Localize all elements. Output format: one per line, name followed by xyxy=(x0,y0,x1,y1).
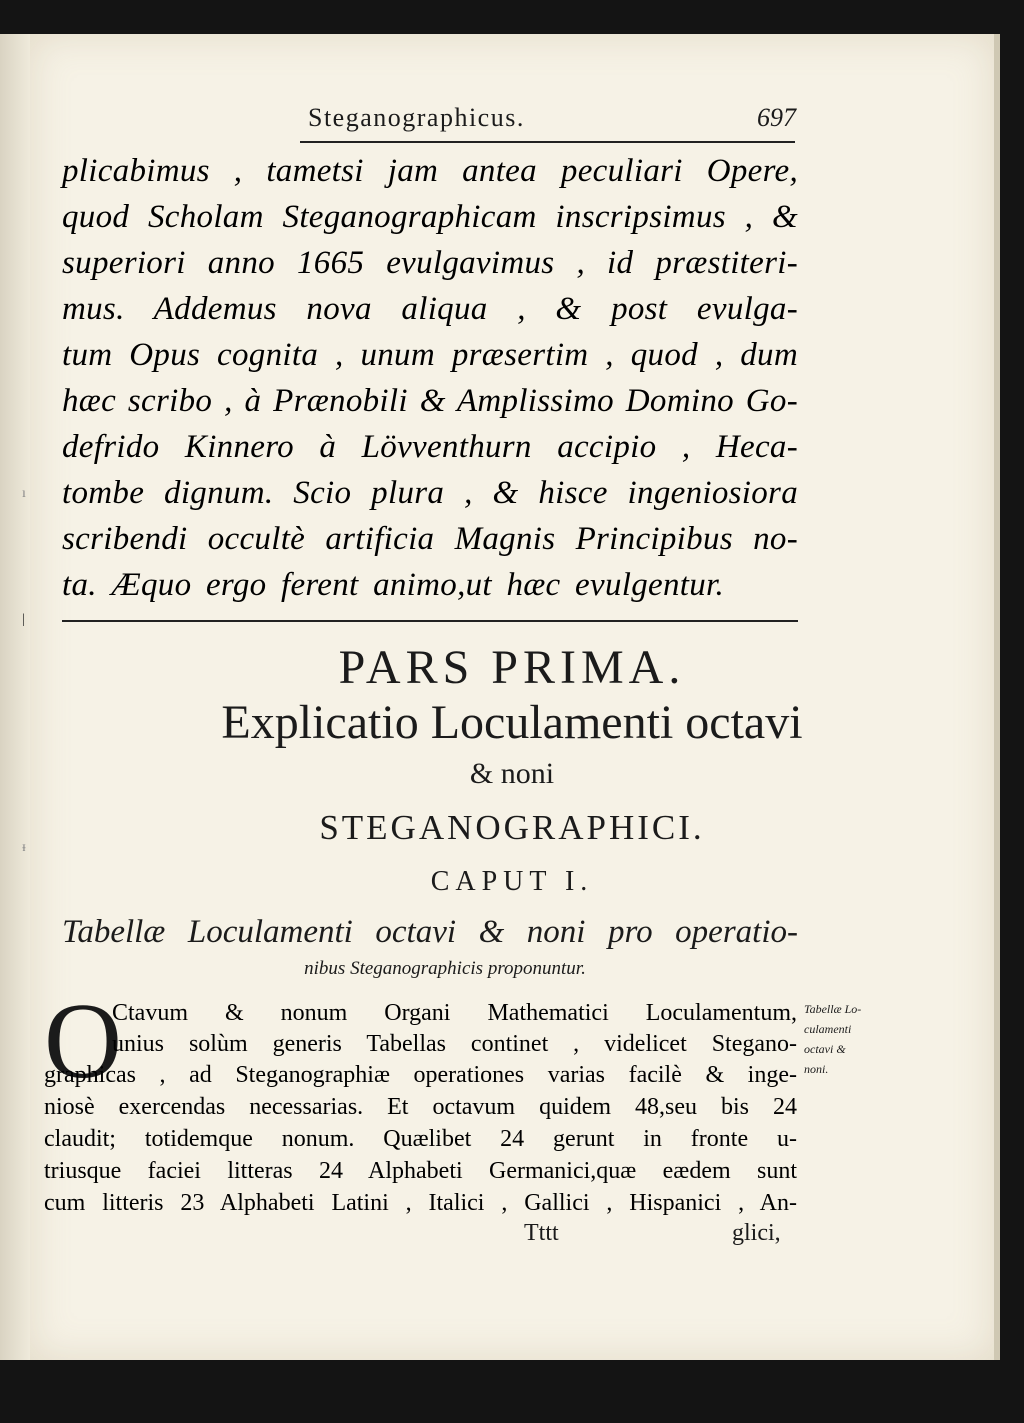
chapter-heading: CAPUT I. xyxy=(430,866,594,897)
body-line: Ctavum & nonum Organi Mathematici Loculamentum, xyxy=(112,1000,797,1026)
marginal-note-line: noni. xyxy=(804,1062,829,1076)
intro-line: quod Scholam Steganographicam inscripsimus , & xyxy=(62,199,798,235)
intro-line: tombe dignum. Scio plura , & hisce ingeniosiora xyxy=(62,475,798,511)
intro-line: scribendi occultè artificia Magnis Principibus no- xyxy=(62,521,798,557)
part-subtitle-2: & noni xyxy=(469,757,555,790)
marginal-note-line: octavi & xyxy=(804,1042,846,1056)
body-line: unius solùm generis Tabellas continet , videlicet Stegano- xyxy=(112,1031,797,1057)
part-heading: PARS PRIMA. xyxy=(338,641,686,694)
drop-cap: O xyxy=(44,982,122,1101)
catchword: glici, xyxy=(732,1220,781,1246)
body-line: cum litteris 23 Alphabeti Latini , Italici , Gallici , Hispanici , An- xyxy=(44,1190,797,1216)
body-line: claudit; totidemque nonum. Quælibet 24 gerunt in fronte u- xyxy=(44,1126,797,1152)
body-line: triusque faciei litteras 24 Alphabeti Germanici,quæ eædem sunt xyxy=(44,1158,797,1184)
running-title: Steganographicus. xyxy=(308,103,525,132)
intro-line: defrido Kinnero à Lövventhurn accipio , Heca- xyxy=(62,429,798,465)
marginal-note-line: culamenti xyxy=(804,1022,852,1036)
section-rule xyxy=(62,620,798,622)
body-line: niosè exercendas necessarias. Et octavum quidem 48,seu bis 24 xyxy=(44,1094,797,1120)
margin-mark: | xyxy=(22,612,25,627)
margin-mark: ᵻ xyxy=(22,840,26,855)
body-line: graphicas , ad Steganographiæ operationes varias facilè & inge- xyxy=(44,1062,797,1088)
intro-line: superiori anno 1665 evulgavimus , id præstiteri- xyxy=(62,245,798,281)
intro-line: mus. Addemus nova aliqua , & post evulga- xyxy=(62,291,798,327)
signature-mark: Tttt xyxy=(524,1220,559,1246)
header-rule xyxy=(300,141,795,143)
part-subtitle-3: STEGANOGRAPHICI. xyxy=(319,808,705,847)
chapter-title: Tabellæ Loculamenti octavi & noni pro operatio- xyxy=(62,914,798,950)
part-subtitle: Explicatio Loculamenti octavi xyxy=(221,696,803,749)
chapter-title-2: nibus Steganographicis proponuntur. xyxy=(304,958,586,979)
intro-line: ta. Æquo ergo ferent animo,ut hæc evulgentur. xyxy=(62,567,725,603)
margin-mark: ı xyxy=(22,486,26,501)
intro-line: hæc scribo , à Prænobili & Amplissimo Domino Go- xyxy=(62,383,798,419)
marginal-note-line: Tabellæ Lo- xyxy=(804,1002,862,1016)
intro-line: plicabimus , tametsi jam antea peculiari Opere, xyxy=(62,153,798,189)
page-number: 697 xyxy=(757,103,796,132)
intro-line: tum Opus cognita , unum præsertim , quod , dum xyxy=(62,337,798,373)
